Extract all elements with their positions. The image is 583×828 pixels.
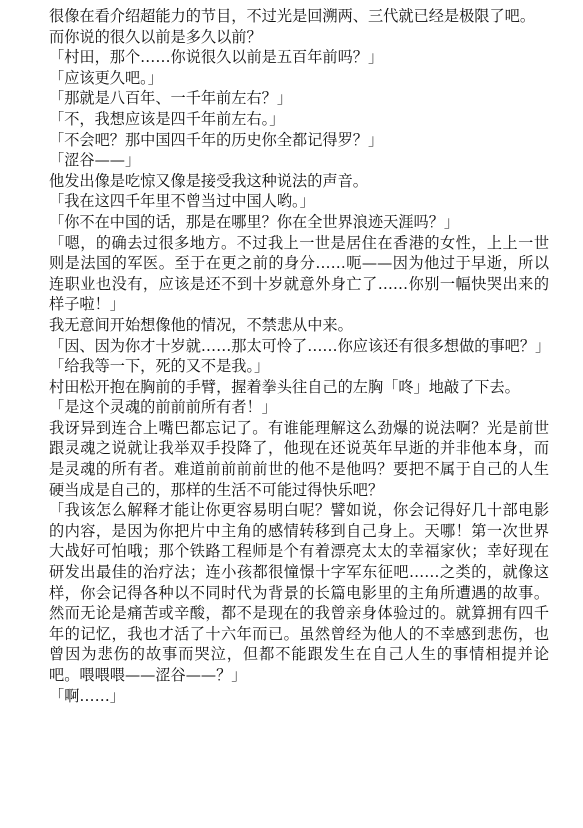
paragraph: 「你不在中国的话，那是在哪里？你在全世界浪迹天涯吗？」: [49, 212, 460, 231]
paragraph: 「村田，那个……你说很久以前是五百年前吗？」: [49, 48, 384, 67]
document-page: [49, 6, 549, 706]
paragraph: 「嗯，的确去过很多地方。不过我上一世是居住在香港的女性，上上一世则是法国的军医。至于在更之前的身分……呃——因为他过于早逝，所以连职业也没有，应该是还不到十岁就意外身亡了……你别一幅快哭出来的样子啦！」: [49, 233, 549, 314]
paragraph: 而你说的很久以前是多久以前？: [49, 27, 262, 46]
paragraph: 他发出像是吃惊又像是接受我这种说法的声音。: [49, 171, 368, 190]
paragraph: 「不，我想应该是四千年前左右。」: [49, 109, 285, 128]
paragraph: 「我该怎么解释才能让你更容易明白呢？譬如说，你会记得好几十部电影的内容，是因为你把片中主角的感情转移到自己身上。天哪！第一次世界大战好可怕哦；那个铁路工程师是个有着漂亮太太的幸福家伙；幸好现在研发出最佳的治疗法；连小孩都很憧憬十字军东征吧……之类的，就像这样，你会记得各种以不同时代为背景的长篇电影里的主角所遭遇的故事。然而无论是痛苦或辛酸，都不是现在的我曾亲身体验过的。就算拥有四千年的记忆，我也才活了十六年而已。虽然曾经为他人的不幸感到悲伤，也曾因为悲伤的故事而哭泣，但都不能跟发生在自己人生的事情相提并论吧。喂喂喂——涩谷——？」: [49, 501, 549, 684]
paragraph: 「那就是八百年、一千年前左右？」: [49, 89, 292, 108]
paragraph: 「给我等一下，死的又不是我。」: [49, 357, 270, 376]
paragraph: 很像在看介绍超能力的节目，不过光是回溯两、三代就已经是极限了吧。: [49, 7, 535, 25]
paragraph: 村田松开抱在胸前的手臂，握着拳头往自己的左胸「咚」地敲了下去。: [49, 377, 520, 396]
paragraph: 「涩谷——」: [49, 151, 141, 170]
paragraph: 「是这个灵魂的前前前所有者！」: [49, 398, 277, 417]
paragraph: 「不会吧？那中国四千年的历史你全都记得罗？」: [49, 130, 384, 149]
paragraph: 我讶异到连合上嘴巴都忘记了。有谁能理解这么劲爆的说法啊？光是前世跟灵魂之说就让我举双手投降了，他现在还说英年早逝的并非他本身，而是灵魂的所有者。难道前前前前世的他不是他吗？要把不属于自己的人生硬当成是自己的，那样的生活不可能过得快乐吧？: [49, 418, 549, 499]
paragraph: 「我在这四千年里不曾当过中国人哟。」: [49, 192, 315, 211]
paragraph: 「应该更久吧。」: [49, 68, 163, 87]
paragraph: 「啊……」: [49, 686, 125, 705]
paragraph: 我无意间开始想像他的情况，不禁悲从中来。: [49, 315, 353, 334]
paragraph: 「因、因为你才十岁就……那太可怜了……你应该还有很多想做的事吧？」: [49, 336, 551, 355]
